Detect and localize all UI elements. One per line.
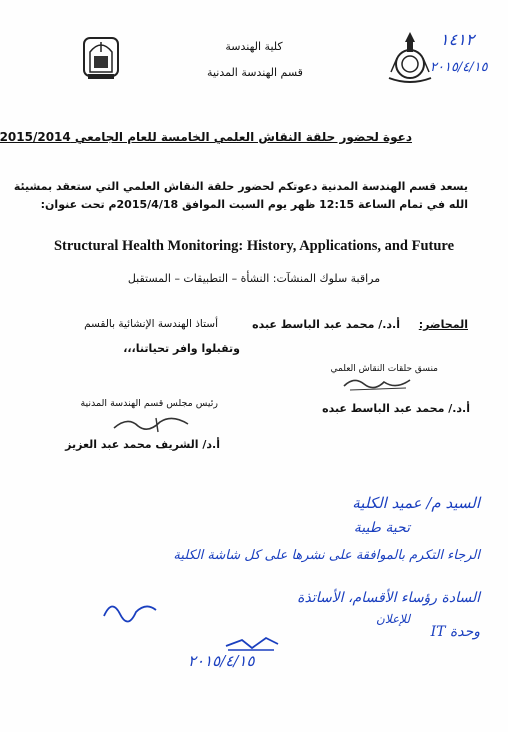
department-head-label: رئيس مجلس قسم الهندسة المدنية [80,398,218,409]
lecture-english-title: Structural Health Monitoring: History, Applications, and Future [53,238,455,254]
handwritten-reference-number: ١٤١٢ [440,30,475,49]
faculty-name: كلية الهندسة [225,40,283,53]
handwritten-line-it-unit: وحدة IT [430,624,480,640]
handwritten-line-announce: للإعلان [376,612,410,626]
invitation-body-line-1: يسعد قسم الهندسة المدنية دعوتكم لحضور حلقة النقاش العلمي التي ستعقد بمشيئة [13,180,468,193]
handwritten-reference-date: ٢٠١٥/٤/١٥ [430,60,488,75]
department-head-signature [108,410,198,436]
faculty-logo-icon [385,28,435,84]
handwritten-bottom-date: ٢٠١٥/٤/١٥ [188,652,255,670]
lecture-arabic-subtitle: مراقبة سلوك المنشآت: النشأة – التطبيقات – المستقبل [127,272,381,285]
coordinator-signature [340,372,420,394]
handwritten-line-request: الرجاء التكرم بالموافقة على نشرها على كل شاشة الكلية [173,548,480,563]
lecturer-title: أستاذ الهندسة الإنشائية بالقسم [84,318,218,330]
handwritten-line-addressee: السيد م/ عميد الكلية [352,494,480,512]
coordinator-label: منسق حلقات النقاش العلمي [330,364,438,374]
handwritten-line-recipients: السادة رؤساء الأقسام، الأساتذة [297,590,480,606]
coordinator-name: أ.د./ محمد عبد الباسط عبده [322,402,470,415]
lecturer-name: أ.د./ محمد عبد الباسط عبده [252,318,400,331]
lecturer-label: المحاضر: [418,318,468,331]
department-name: قسم الهندسة المدنية [207,66,303,79]
handwritten-initials [222,634,282,654]
handwritten-signature [100,594,160,624]
invitation-title: دعوة لحضور حلقة النقاش العلمي الخامسة للعام الجامعي 2015/2014 [0,130,412,144]
department-head-name: أ.د/ الشريف محمد عبد العزيز [65,438,220,451]
closing-greeting: وتقبلوا وافر تحياتنا،،، [123,342,240,355]
invitation-body-line-2: الله في تمام الساعة 12:15 ظهر يوم السبت الموافق 2015/4/18م تحت عنوان: [40,198,468,211]
university-logo-icon [80,32,122,82]
handwritten-line-greeting: تحية طيبة [353,520,410,536]
